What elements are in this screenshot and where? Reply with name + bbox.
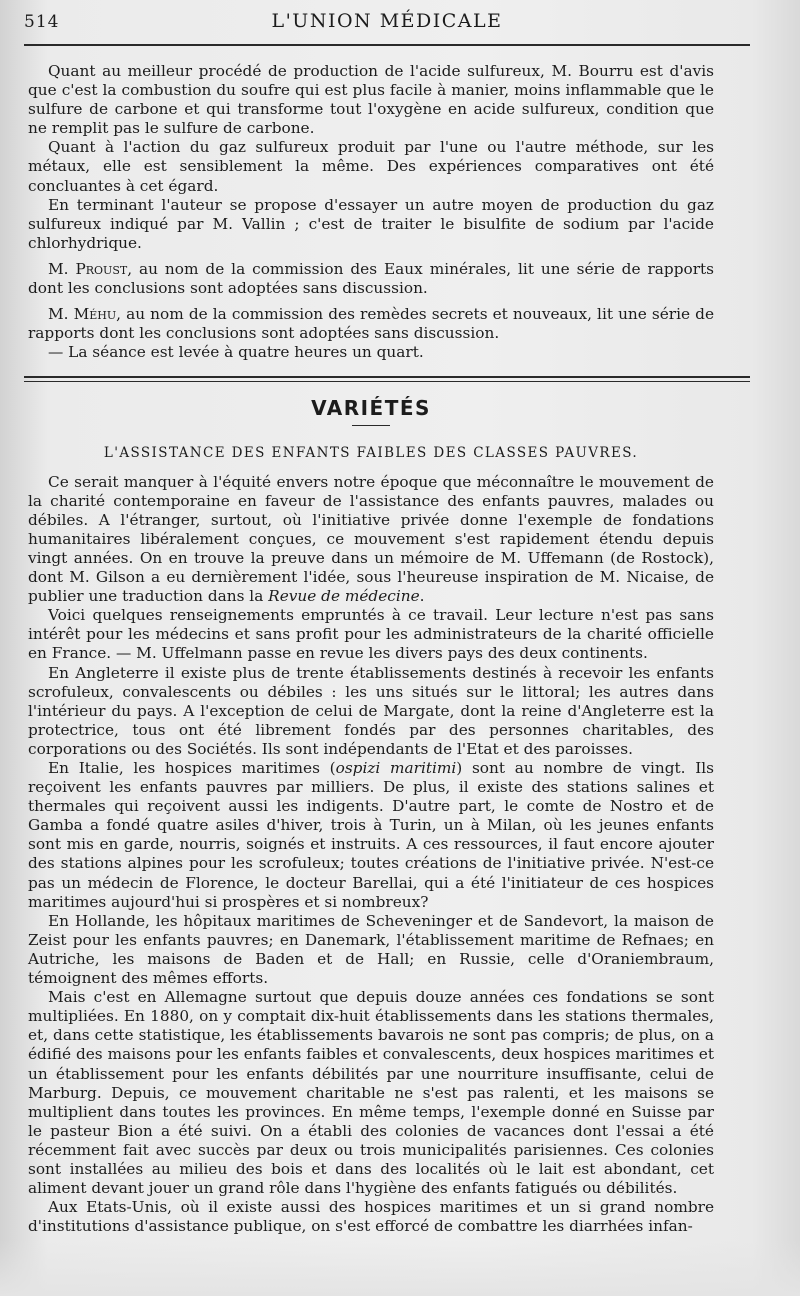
paragraph: Aux Etats-Unis, où il existe aussi des hospices maritimes et un si grand nombre d'institutions d'assistance publique, on s'est efforcé de combattre les diarrhées infan-	[28, 1198, 714, 1236]
paragraph: En Angleterre il existe plus de trente établissements destinés à recevoir les enfants scrofuleux, convalescents ou débiles : les uns situés sur le littoral; les autres dans l'intérieur du pays. A l'exception de celui de Margate, dont la reine d'Angleterre est la protectrice, tous ont été librement fondés par des personnes charitables, des corporations ou des Sociétés. Ils sont indépendants de l'Etat et des paroisses.	[28, 663, 714, 758]
page-bottom-margin	[0, 1240, 800, 1296]
title-rule	[352, 425, 390, 426]
running-title: L'UNION MÉDICALE	[271, 10, 503, 32]
paragraph: En Hollande, les hôpitaux maritimes de Scheveninger et de Sandevort, la maison de Zeist pour les enfants pauvres; en Danemark, l'établissement maritime de Refnaes; en Autriche, les maisons de Baden et de Hall; en Russie, celle d'Oraniembraum, témoignent des mêmes efforts.	[28, 911, 714, 988]
paragraph: Voici quelques renseignements empruntés à ce travail. Leur lecture n'est pas sans intérêt pour les médecins et sans profit pour les administrateurs de la charité officielle en France. — M. Uffelmann passe en revue les divers pays des deux continents.	[28, 606, 714, 663]
journal-title: Revue de médecine	[268, 587, 420, 606]
paragraph-text: .	[419, 587, 425, 606]
paragraph	[28, 759, 714, 912]
paragraph-text: En Italie, les hospices maritimes (	[48, 759, 336, 777]
paragraph-text: ) sont au nombre de vingt. Ils reçoivent les enfants pauvres par milliers. De plus, il existe des stations salines et thermales qui reçoivent aussi les indigents. D'autre part, le comte de Nostro et de Gamba a fondé quatre asiles d'hiver, trois à Turin, un à Milan, où les jeunes enfants sont mis en garde, nourris, soignés et instruits. A ces ressources, il faut encore ajouter des stations alpines pour les scrofuleux; toutes créations de l'initiative privée. N'est-ce pas un médecin de Florence, le docteur Barellai, qui a été l'initiateur de ces hospices maritimes aujourd'hui si prospères et si nombreux?	[28, 759, 715, 911]
paragraph: En terminant l'auteur se propose d'essayer un autre moyen de production du gaz sulfureux indiqué par M. Vallin ; c'est de traiter le bisulfite de sodium par l'acide chlorhydrique.	[28, 195, 714, 252]
paragraph	[28, 260, 714, 298]
paragraph: — La séance est levée à quatre heures un quart.	[48, 343, 424, 362]
section-divider	[24, 376, 750, 382]
article-body	[28, 473, 714, 1237]
italic-term: ospizi maritimi	[335, 759, 457, 777]
session-report	[28, 62, 714, 362]
paragraph-text: Ce serait manquer à l'équité envers notre époque que méconnaître le mouvement de la charité contemporaine en faveur de l'assistance des enfants pauvres, malades ou débiles. A l'étranger, surtout, où l'initiative privée donne l'exemple de fondations humanitaires libéralement conçues, ce mouvement s'est rapidement étendu depuis vingt années. On en trouve la preuve dans un mémoire de M. Uffemann (de Rostock), dont M. Gilson a eu dernièrement l'idée, sous l'heureuse inspiration de M. Nicaise, de publier une traduction dans la	[28, 472, 714, 606]
article-title: L'ASSISTANCE DES ENFANTS FAIBLES DES CLASSES PAUVRES.	[103, 444, 639, 461]
speaker-name: M. Proust	[48, 259, 128, 278]
page-number: 514	[24, 12, 60, 32]
speaker-name: M. Méhu	[48, 305, 117, 324]
paragraph: Quant au meilleur procédé de production de l'acide sulfureux, M. Bourru est d'avis que c'est la combustion du soufre qui est plus facile à manier, moins inflammable que le sulfure de carbone et qui transforme tout l'oxygène en acide sulfureux, condition que ne remplit pas le sulfure de carbone.	[28, 62, 714, 138]
paragraph	[28, 305, 714, 343]
page-header	[24, 10, 750, 46]
section-title: VARIÉTÉS	[311, 396, 431, 421]
page-content	[28, 62, 714, 1236]
paragraph: Mais c'est en Allemagne surtout que depuis douze années ces fondations se sont multipliées. En 1880, on y comptait dix-huit établissements dans les stations thermales, et, dans cette statistique, les établissements bavarois ne sont pas compris; de plus, on a édifié des maisons pour les enfants faibles et convalescents, deux hospices maritimes et un établissement pour les enfants débilités par une nourriture insuffisante, celui de Marburg. Depuis, ce mouvement charitable ne s'est pas ralenti, et les maisons se multiplient dans toutes les provinces. En même temps, l'exemple donné en Suisse par le pasteur Bion a été suivi. On a établi des colonies de vacances dont l'essai a été récemment fait avec succès par deux ou trois municipalités parisiennes. Ces colonies sont installées au milieu des bois et dans des localités où le lait est abondant, cet aliment devant jouer un grand rôle dans l'hygiène des enfants fatigués ou débilités.	[28, 988, 714, 1198]
paragraph-text: , au nom de la commission des remèdes secrets et nouveaux, lit une série de rapports dont les conclusions sont adoptées sans discussion.	[28, 305, 714, 343]
paragraph-text: , au nom de la commission des Eaux minérales, lit une série de rapports dont les conclusions sont adoptées sans discussion.	[28, 259, 714, 298]
paragraph: Quant à l'action du gaz sulfureux produit par l'une ou l'autre méthode, sur les métaux, elle est sensiblement la même. Des expériences comparatives ont été concluantes à cet égard.	[28, 138, 714, 195]
paragraph	[28, 473, 714, 607]
